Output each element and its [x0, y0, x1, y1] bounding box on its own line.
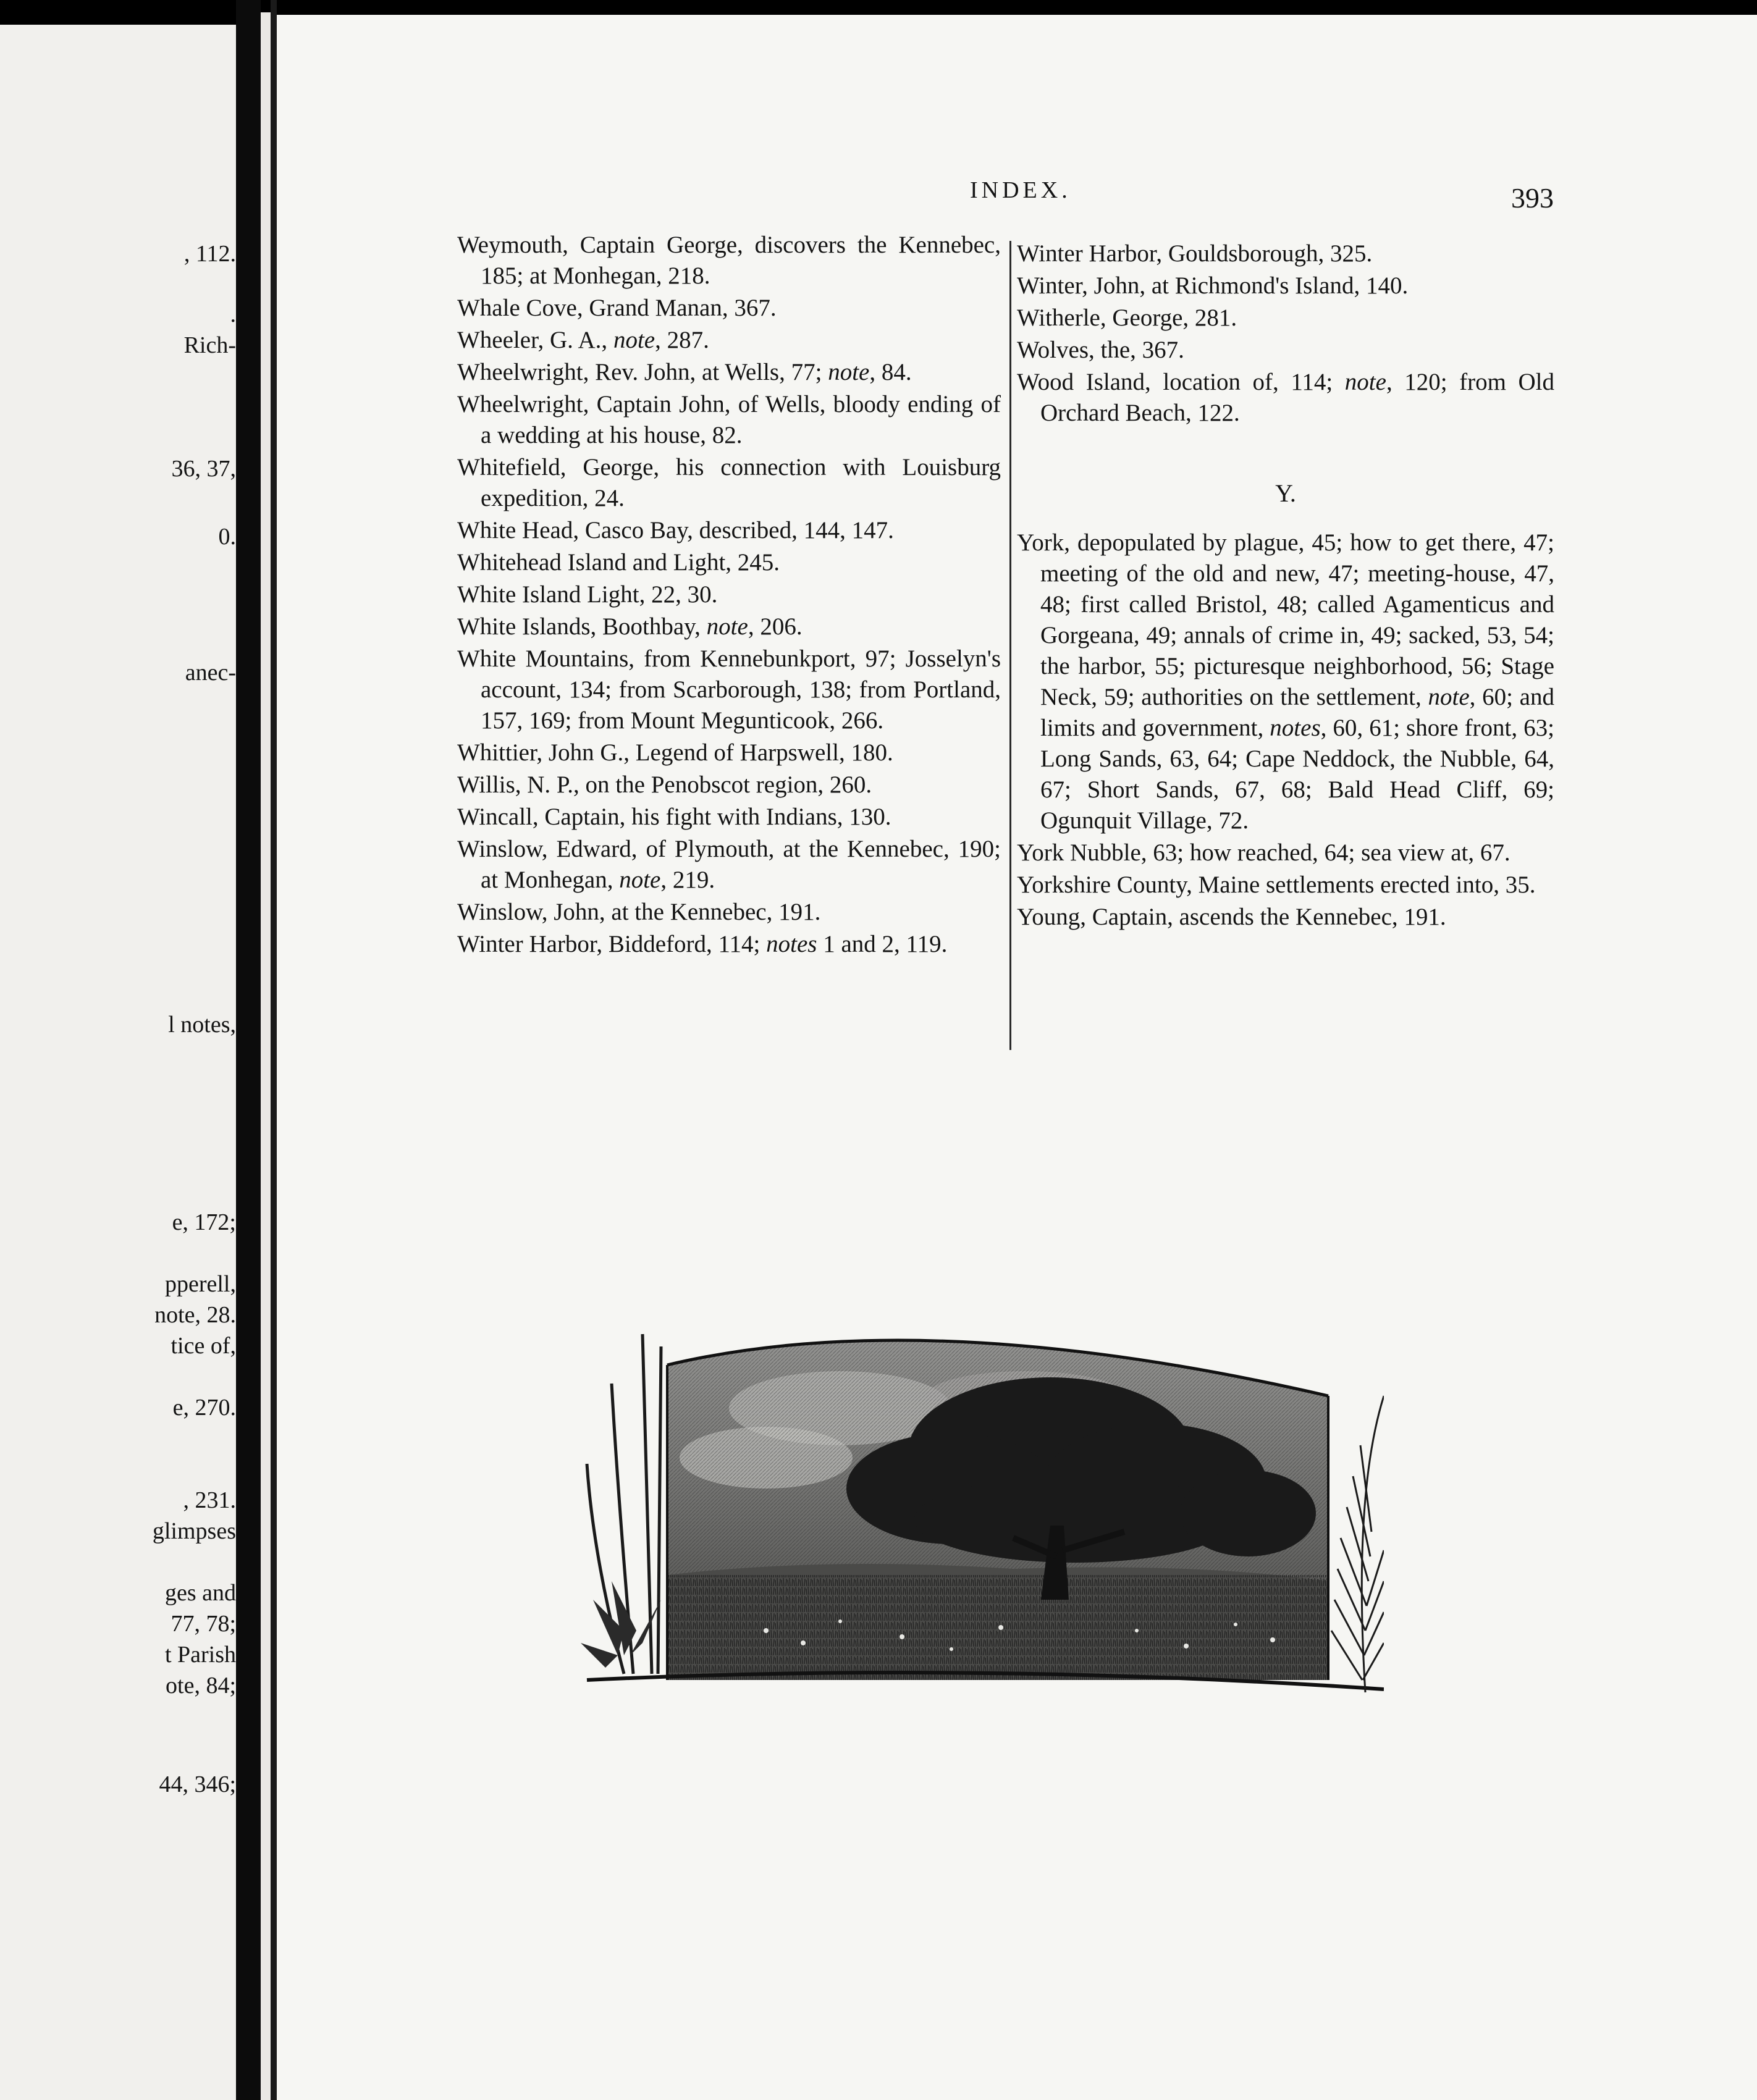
- index-entry: York, depopulated by plague, 45; how to get there, 47; meeting of the old and new, 47; meeting-house, 47, 48; first called Bristol, 48; called Agamenticus and Gorgeana, 49; annals of crime in, 49; sacked, 53, 54; the harbor, 55; picturesque neighborhood, 56; Stage Neck, 59; authorities on the settlement, note, 60; and limits and government, notes, 60, 61; shore front, 63; Long Sands, 63, 64; Cape Neddock, the Nubble, 64, 67; Short Sands, 67, 68; Bald Head Cliff, 69; Ogunquit Village, 72.: [1017, 529, 1554, 834]
- facing-page-text-fragment: pperell,: [164, 1271, 236, 1297]
- index-entry: White Islands, Boothbay, note, 206.: [457, 613, 803, 640]
- index-entry: Wolves, the, 367.: [1017, 337, 1184, 363]
- index-entry: Wheeler, G. A., note, 287.: [457, 327, 709, 353]
- index-entry: Young, Captain, ascends the Kennebec, 191.: [1017, 904, 1446, 930]
- index-entry: Winter Harbor, Gouldsborough, 325.: [1017, 240, 1373, 267]
- index-entry: White Island Light, 22, 30.: [457, 581, 718, 608]
- index-entry: Witherle, George, 281.: [1017, 304, 1237, 331]
- index-entry: White Head, Casco Bay, described, 144, 147.: [457, 517, 894, 544]
- facing-page-text-fragment: e, 270.: [172, 1395, 236, 1421]
- column-divider: [1009, 241, 1011, 1050]
- facing-page-text-fragment: ges and: [164, 1580, 236, 1606]
- index-entry: Whale Cove, Grand Manan, 367.: [457, 295, 777, 321]
- index-entry: Winter, John, at Richmond's Island, 140.: [1017, 272, 1409, 299]
- gutter-strip: [261, 12, 271, 2100]
- gutter-shadow: [236, 0, 261, 2100]
- facing-page-text-fragment: tice of,: [171, 1333, 236, 1359]
- index-entry: Winslow, Edward, of Plymouth, at the Kennebec, 190; at Monhegan, note, 219.: [457, 836, 1001, 893]
- gutter-edge: [271, 0, 277, 2100]
- index-entry: Winslow, John, at the Kennebec, 191.: [457, 899, 821, 925]
- index-entry: Wincall, Captain, his fight with Indians, 130.: [457, 804, 891, 830]
- index-entry: Weymouth, Captain George, discovers the Kennebec, 185; at Monhegan, 218.: [457, 232, 1001, 289]
- facing-page-text-fragment: glimpses: [152, 1518, 236, 1544]
- facing-page-text-fragment: 77, 78;: [171, 1611, 236, 1637]
- index-entry: Wheelwright, Captain John, of Wells, bloody ending of a wedding at his house, 82.: [457, 391, 1001, 448]
- index-entry: Yorkshire County, Maine settlements erected into, 35.: [1017, 872, 1536, 898]
- index-entry: White Mountains, from Kennebunkport, 97; Josselyn's account, 134; from Scarborough, 138; from Portland, 157, 169; from Mount Megunticook, 266.: [457, 645, 1001, 734]
- facing-page-text-fragment: l notes,: [168, 1012, 236, 1038]
- facing-page-text-fragment: 44, 346;: [159, 1771, 236, 1797]
- page-number: 393: [1511, 182, 1554, 214]
- facing-page-text-fragment: ote, 84;: [166, 1673, 236, 1699]
- index-section-w-continued: [1017, 238, 1554, 429]
- index-section-y: [1017, 527, 1554, 933]
- section-letter-y: Y.: [1275, 479, 1296, 507]
- facing-page-fragment: [0, 25, 236, 2100]
- index-entry: Winter Harbor, Biddeford, 114; notes 1 and 2, 119.: [457, 931, 948, 957]
- tree-landscape-vignette-icon: [581, 1309, 1384, 1723]
- facing-page-text-fragment: note, 28.: [154, 1302, 236, 1328]
- facing-page-text-fragment: e, 172;: [172, 1209, 236, 1235]
- facing-page-text-fragment: , 112.: [183, 241, 236, 267]
- index-entry: Whitefield, George, his connection with Louisburg expedition, 24.: [457, 454, 1001, 511]
- index-column-left: [457, 230, 1001, 961]
- facing-page-text-fragment: Rich-: [183, 332, 236, 358]
- index-entry: Wood Island, location of, 114; note, 120; from Old Orchard Beach, 122.: [1017, 369, 1554, 426]
- facing-page-text-fragment: .: [230, 301, 236, 327]
- facing-page-text-fragment: , 231.: [183, 1487, 236, 1513]
- facing-page-text-fragment: 36, 37,: [171, 456, 236, 482]
- index-entry: Whitehead Island and Light, 245.: [457, 549, 780, 576]
- index-entry: York Nubble, 63; how reached, 64; sea view at, 67.: [1017, 839, 1511, 866]
- index-entry: Wheelwright, Rev. John, at Wells, 77; note, 84.: [457, 359, 912, 385]
- facing-page-text-fragment: anec-: [185, 660, 236, 686]
- running-head: INDEX.: [970, 177, 1071, 203]
- index-entry: Whittier, John G., Legend of Harpswell, 180.: [457, 739, 893, 766]
- facing-page-text-fragment: t Parish: [164, 1642, 236, 1668]
- index-entry: Willis, N. P., on the Penobscot region, 260.: [457, 771, 872, 798]
- facing-page-text-fragment: 0.: [218, 524, 236, 550]
- index-column-right: [1017, 238, 1554, 934]
